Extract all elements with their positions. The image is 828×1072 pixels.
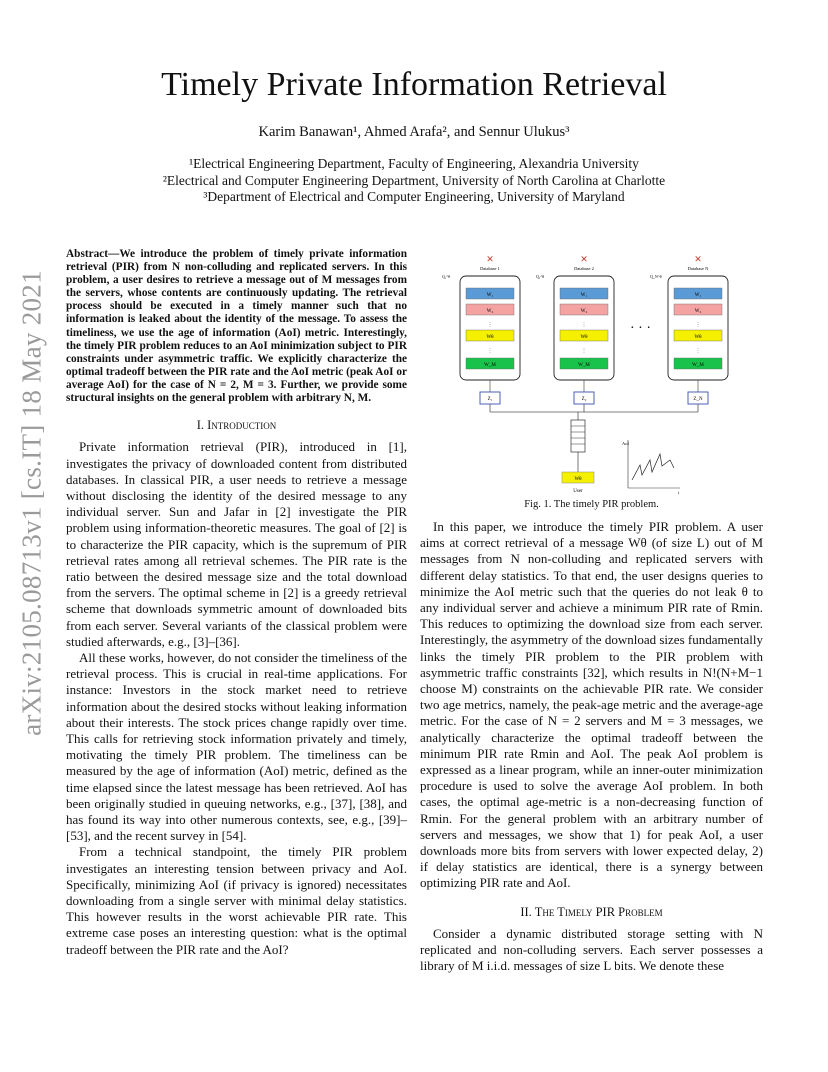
query-label: Q₁^θ [442, 274, 451, 279]
server-offline-icon: ✕ [580, 254, 588, 264]
intro-paragraph-2: All these works, however, do not consider the timeliness of the retrieval process. This is crucial in real-time applications. For instance: Investors in the stock market need to retrieve information about the desired stocks without leaking information about their interests. The stock prices change rapidly over time. This calls for retrieving stock information privately and timely, motivating the timely PIR problem. The timeliness can be measured by the age of information (AoI) metric, defined as the time elapsed since the latest message has been retrieved. AoI has been originally studied in queuing networks, e.g., [37], [38], and has found its way into other numerous contexts, see, e.g., [39]–[53], and the recent survey in [54]. [66, 649, 407, 844]
message-label: W₂ [694, 309, 702, 314]
database-2 [536, 254, 614, 404]
queue-buffer [571, 420, 585, 452]
time-axis-label: t [678, 490, 680, 495]
queue-label: Z₁ [487, 397, 493, 402]
affiliation-1: ¹Electrical Engineering Department, Faculty of Engineering, Alexandria University [189, 156, 639, 171]
server-offline-icon: ✕ [486, 254, 494, 264]
server-offline-icon: ✕ [694, 254, 702, 264]
affiliation-2: ²Electrical and Computer Engineering Department, University of North Carolina at Charlotte [162, 172, 666, 188]
message-label: W_M [484, 363, 496, 368]
message-label: Wθ [694, 335, 702, 340]
message-label: Wθ [486, 335, 494, 340]
message-label: ⋮ [581, 349, 587, 354]
query-label: Q₂^θ [536, 274, 545, 279]
ellipsis-dots: · · · [630, 321, 651, 336]
arxiv-id: arXiv:2105.08713v1 [cs.IT] 18 May 2021 [16, 269, 47, 736]
database-3 [650, 254, 728, 404]
intro-paragraph-3: From a technical standpoint, the timely PIR problem investigates an interesting tension between privacy and AoI. Specifically, minimizing AoI (if privacy is ignored) necessitates downloading from a single server with minimal delay statistics. This however results in the worst achievable PIR rate. This extreme case poses an interesting question: what is the optimal tradeoff between the PIR rate and the AoI? [66, 844, 407, 957]
database-label: Database 2 [574, 266, 594, 271]
database-label: Database 1 [480, 266, 500, 271]
message-label: W₂ [486, 309, 494, 314]
message-label: Wθ [580, 335, 588, 340]
figure-caption: Fig. 1. The timely PIR problem. [524, 499, 659, 510]
database-label: Database N [687, 266, 709, 271]
queue-label: Z₂ [581, 397, 587, 402]
message-label: W₂ [580, 309, 588, 314]
aoi-sawtooth-plot [622, 440, 680, 495]
right-paragraph-1: In this paper, we introduce the timely PIR problem. A user aims at correct retrieval of a message Wθ (of size L) out of M messages from N non-colluding and replicated servers with different delay statistics. To that end, the user designs queries to minimize the AoI metric such that the queries do not leak θ to any individual server and achieve a minimum PIR rate of Rmin. This reduces to optimizing the download size from each server. Interestingly, the asymmetry of the download sizes fundamentally links the timely PIR problem to the PIR problem with asymmetric traffic constraints [32], which results in N!(N+M−1 choose M) constraints on the achievable PIR rate. We consider two age metrics, namely, the peak-age metric and the average-age metric. For the case of N = 2 servers and M = 3 messages, we analytically characterize the optimal tradeoff between the minimum PIR rate Rmin and AoI. The peak AoI problem is expressed as a linear program, while an inner-outer minimization procedure is used to solve the average AoI problem. In both cases, the optimal age-metric is a non-decreasing function of Rmin. For the general problem with an arbitrary number of servers and messages, we show that 1) for peak AoI, a user downloads more bits from servers with lower expected delay, 2) if delay statistics are identical, there is a synergy between optimizing PIR rate and AoI. [420, 519, 763, 891]
user-label: User [573, 489, 583, 494]
arxiv-stamp [14, 265, 50, 740]
section-1-heading: I. Introduction [196, 418, 277, 433]
message-label: ⋮ [695, 349, 701, 354]
paper-title: Timely Private Information Retrieval [161, 66, 667, 103]
message-label: ⋮ [487, 349, 493, 354]
query-label: Q_N^θ [650, 274, 662, 279]
abstract: Abstract—We introduce the problem of timely private information retrieval (PIR) from N non-colluding and replicated servers. In this problem, a user desires to retrieve a message out of M messages from the servers, whose contents are continuously updating. The retrieval process should be executed in a timely manner such that no information is leaked about the identity of the message. To assess the timeliness, we use the age of information (AoI) metric. Interestingly, the timely PIR problem reduces to an AoI minimization subject to PIR constraints under asymmetric traffic. We explicitly characterize the optimal tradeoff between the PIR rate and the AoI metric (peak AoI or average AoI) for the case of N = 2, M = 3. Further, we provide some structural insights on the general problem with arbitrary N, M. [66, 248, 407, 405]
message-label: W₁ [486, 293, 494, 298]
left-column [66, 248, 407, 958]
queue-label: Z_N [693, 397, 703, 402]
connection-lines [490, 404, 698, 472]
message-label: ⋮ [487, 323, 493, 328]
right-column [420, 519, 763, 974]
message-label: W_M [692, 363, 704, 368]
aoi-axis-label: AoI [622, 441, 629, 446]
message-label: ⋮ [695, 323, 701, 328]
affiliations [0, 156, 828, 206]
message-label: ⋮ [581, 323, 587, 328]
section-2-paragraph-1: Consider a dynamic distributed storage setting with N replicated and non-colluding servers. Each server possesses a library of M i.i.d. messages of size L bits. We denote these [420, 925, 763, 974]
message-label: W₁ [580, 293, 588, 298]
message-label: W_M [578, 363, 590, 368]
message-label: W₁ [694, 293, 702, 298]
paper-authors: Karim Banawan¹, Ahmed Arafa², and Sennur Ulukus³ [258, 124, 570, 140]
intro-paragraph-1: Private information retrieval (PIR), introduced in [1], investigates the privacy of downloaded content from distributed databases. In classical PIR, a user needs to retrieve a message without disclosing the identity of the desired message to any individual server. Sun and Jafar in [2] investigate the PIR problem using information-theoretic measures. The goal of [2] is to characterize the PIR capacity, which is the supremum of PIR retrieval rates among all retrieval schemes. The PIR rate is the ratio between the desired message size and the total download from the servers. The optimal scheme in [2] is a greedy retrieval scheme that downloads symmetric amount of downloaded bits from each server. Several variants of the classical problem were studied afterwards, e.g., [3]–[36]. [66, 439, 407, 649]
system-model-figure [430, 250, 770, 498]
section-2-heading: II. The Timely PIR Problem [520, 904, 663, 919]
database-1 [442, 254, 520, 404]
user-message-label: Wθ [574, 477, 582, 482]
affiliation-3: ³Department of Electrical and Computer Engineering, University of Maryland [203, 189, 625, 204]
